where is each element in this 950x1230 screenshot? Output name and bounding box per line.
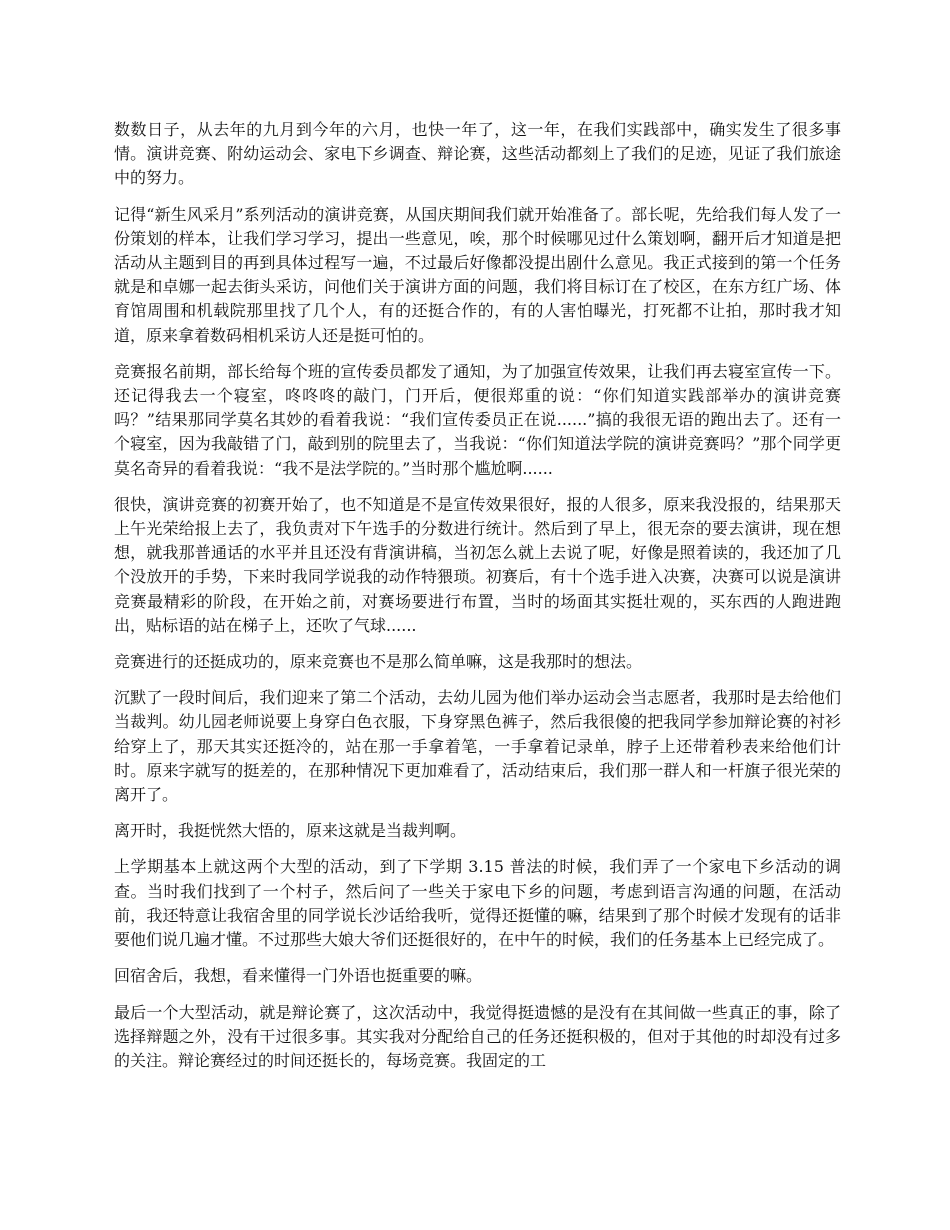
paragraph-2: 记得“新生风采月”系列活动的演讲竞赛，从国庆期间我们就开始准备了。部长呢，先给我们每人发了一份策划的样本，让我们学习学习，提出一些意见，唉，那个时候哪见过什么策划啊，翻开后才知道是把活动从主题到目的再到具体过程写一遍，不过最后好像都没提出剧什么意见。我正式接到的第一个任务就是和卓娜一起去街头采访，问他们关于演讲方面的问题，我们将目标订在了校区，在东方红广场、体育馆周围和机载院那里找了几个人，有的还挺合作的，有的人害怕曝光，打死都不让拍，那时我才知道，原来拿着数码相机采访人还是挺可怕的。 <box>114 204 841 345</box>
paragraph-9: 回宿舍后，我想，看来懂得一门外语也挺重要的嘛。 <box>114 966 483 986</box>
paragraph-4: 很快，演讲竞赛的初赛开始了，也不知道是不是宣传效果很好，报的人很多，原来我没报的，结果那天上午光荣给报上去了，我负责对下午选手的分数进行统计。然后到了早上，很无奈的要去演讲，现在想想，就我那普通话的水平并且还没有背演讲稿，当初怎么就上去说了呢，好像是照着读的，我还加了几个没放开的手势，下来时我同学说我的动作特猥琐。初赛后，有十个选手进入决赛，决赛可以说是演讲竞赛最精彩的阶段，在开始之前，对赛场要进行布置，当时的场面其实挺壮观的，买东西的人跑进跑出，贴标语的站在梯子上，还吹了气球...... <box>114 494 841 635</box>
paragraph-10: 最后一个大型活动，就是辩论赛了，这次活动中，我觉得挺遗憾的是没有在其间做一些真正的事，除了选择辩题之外，没有干过很多事。其实我对分配给自己的任务还挺积极的，但对于其他的时却没有过多的关注。辩论赛经过的时间还挺长的，每场竞赛。我固定的工 <box>114 1002 841 1070</box>
paragraph-8: 上学期基本上就这两个大型的活动，到了下学期 3.15 普法的时候，我们弄了一个家电下乡活动的调查。当时我们找到了一个村子，然后问了一些关于家电下乡的问题，考虑到语言沟通的问题，在活动前，我还特意让我宿舍里的同学说长沙话给我听，觉得还挺懂的嘛，结果到了那个时候才发现有的话非要他们说几遍才懂。不过那些大娘大爷们还挺很好的，在中午的时候，我们的任务基本上已经完成了。 <box>114 857 841 950</box>
paragraph-7: 离开时，我挺恍然大悟的，原来这就是当裁判啊。 <box>114 821 467 841</box>
document-body <box>114 118 841 1085</box>
paragraph-5: 竞赛进行的还挺成功的，原来竞赛也不是那么简单嘛，这是我那时的想法。 <box>114 652 643 672</box>
paragraph-1: 数数日子，从去年的九月到今年的六月，也快一年了，这一年，在我们实践部中，确实发生了很多事情。演讲竞赛、附幼运动会、家电下乡调查、辩论赛，这些活动都刻上了我们的足迹，见证了我们旅途中的努力。 <box>114 120 841 188</box>
paragraph-6: 沉默了一段时间后，我们迎来了第二个活动，去幼儿园为他们举办运动会当志愿者，我那时是去给他们当裁判。幼儿园老师说要上身穿白色衣服，下身穿黑色裤子，然后我很傻的把我同学参加辩论赛的衬衫给穿上了，那天其实还挺冷的，站在那一手拿着笔，一手拿着记录单，脖子上还带着秒表来给他们计时。原来字就写的挺差的，在那种情况下更加难看了，活动结束后，我们那一群人和一杆旗子很光荣的离开了。 <box>114 688 841 805</box>
paragraph-3: 竞赛报名前期，部长给每个班的宣传委员都发了通知，为了加强宣传效果，让我们再去寝室宣传一下。还记得我去一个寝室，咚咚咚的敲门，门开后，便很郑重的说：“你们知道实践部举办的演讲竞赛吗？”结果那同学莫名其妙的看着我说：“我们宣传委员正在说......”搞的我很无语的跑出去了。还有一个寝室，因为我敲错了门，敲到别的院里去了，当我说：“你们知道法学院的演讲竞赛吗？”那个同学更莫名奇异的看着我说：“我不是法学院的。”当时那个尴尬啊...... <box>114 361 841 478</box>
